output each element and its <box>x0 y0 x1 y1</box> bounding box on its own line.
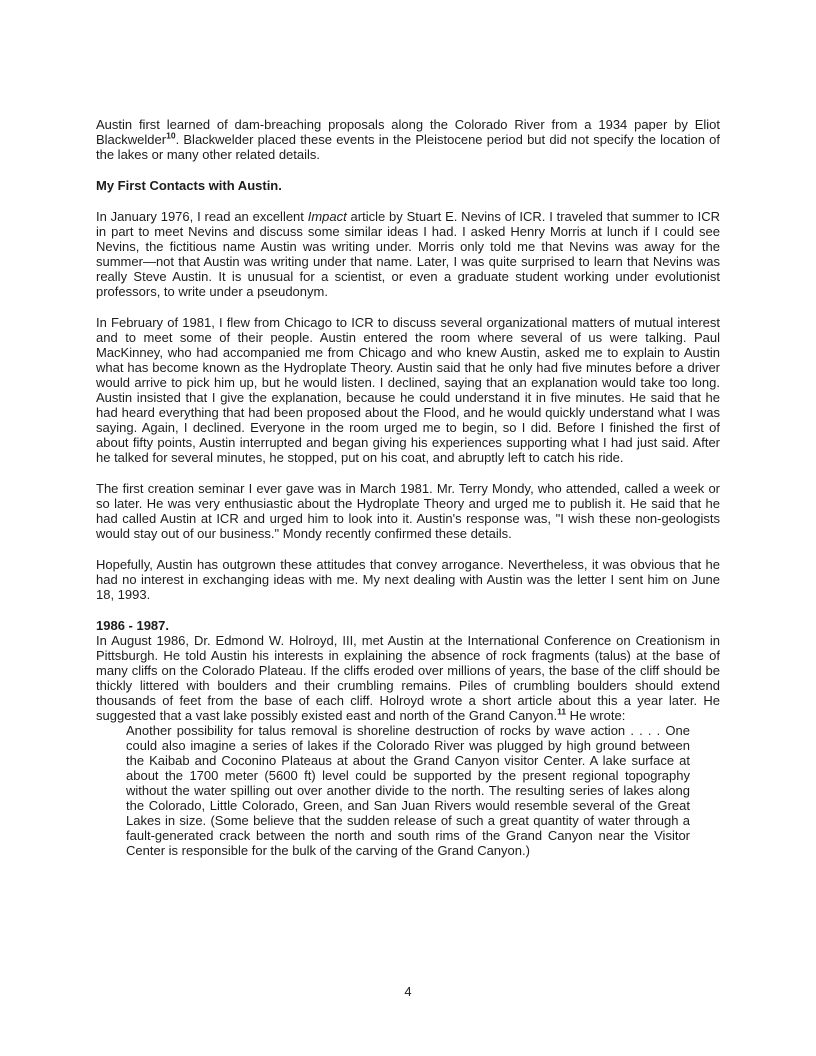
footnote-ref-10: 10 <box>166 130 176 141</box>
page-number: 4 <box>404 984 412 999</box>
paragraph-january-1976 <box>96 209 720 299</box>
paragraph-text: In January 1976, I read an excellent <box>96 209 308 224</box>
section-heading-1986-1987: 1986 - 1987. <box>96 618 170 633</box>
paragraph-text: He wrote: <box>566 708 626 723</box>
paragraph-text: article by Stuart E. Nevins of ICR. I traveled that summer to ICR in part to meet Nevins and discuss some similar ideas I had. I asked Henry Morris at lunch if I could see Nevins, the fictitious name Austin was writing under. Morris only told me that Nevins was away for the summer—not that Austin was writing under that name. Later, I was quite surprised to learn that Nevins was really Steve Austin. It is unusual for a scientist, or even a graduate student working under evolutionist professors, to write under a pseudonym. <box>96 209 720 299</box>
paragraph-august-1986 <box>96 633 720 723</box>
paragraph-first-seminar: The first creation seminar I ever gave was in March 1981. Mr. Terry Mondy, who attended, called a week or so later. He was very enthusiastic about the Hydroplate Theory and urged me to publish it. He said that he had called Austin at ICR and urged him to look into it. Austin's response was, "I wish these non-geologists would stay out of our business." Mondy recently confirmed these details. <box>96 481 720 541</box>
footnote-ref-11: 11 <box>557 706 567 717</box>
holroyd-block-quote: Another possibility for talus removal is shoreline destruction of rocks by wave action . . . . One could also imagine a series of lakes if the Colorado River was plugged by high ground between the Kaibab and Coconino Plateaus at about the Grand Canyon visitor Center. A lake surface at about the 1700 meter (5600 ft) level could be supported by the present regional topography without the water spilling out over another divide to the north. The resulting series of lakes along the Colorado, Little Colorado, Green, and San Juan Rivers would resemble several of the Great Lakes in size. (Some believe that the sudden release of such a great quantity of water through a fault-generated crack between the north and south rims of the Grand Canyon near the Visitor Center is responsible for the bulk of the carving of the Grand Canyon.) <box>126 723 690 858</box>
journal-title-impact: Impact <box>307 209 347 224</box>
document-body <box>96 117 720 858</box>
section-heading-first-contacts: My First Contacts with Austin. <box>96 178 282 193</box>
paragraph-text: . Blackwelder placed these events in the Pleistocene period but did not specify the location of the lakes or many other related details. <box>96 132 720 162</box>
paragraph-text: In August 1986, Dr. Edmond W. Holroyd, III, met Austin at the International Conference on Creationism in Pittsburgh. He told Austin his interests in explaining the absence of rock fragments (talus) at the base of many cliffs on the Colorado Plateau. If the cliffs eroded over millions of years, the base of the cliff should be thickly littered with boulders and their crumbling remains. Piles of crumbling boulders should extend thousands of feet from the base of each cliff. Holroyd wrote a short article about this a year later. He suggested that a vast lake possibly existed east and north of the Grand Canyon. <box>96 633 720 723</box>
paragraph-dam-breaching <box>96 117 720 162</box>
paragraph-hopefully: Hopefully, Austin has outgrown these attitudes that convey arrogance. Nevertheless, it was obvious that he had no interest in exchanging ideas with me. My next dealing with Austin was the letter I sent him on June 18, 1993. <box>96 557 720 602</box>
paragraph-text: Austin first learned of dam-breaching proposals along the Colorado River from a 1934 paper by Eliot Blackwelder <box>96 117 720 147</box>
paragraph-february-1981: In February of 1981, I flew from Chicago to ICR to discuss several organizational matters of mutual interest and to meet some of their people. Austin entered the room where several of us were talking. Paul MacKinney, who had accompanied me from Chicago and who knew Austin, asked me to explain to Austin what has become known as the Hydroplate Theory. Austin said that he only had five minutes before a driver would arrive to pick him up, but he would listen. I declined, saying that an explanation would take too long. Austin insisted that I give the explanation, because he could understand it in five minutes. He said that he had heard everything that had been proposed about the Flood, and he would quickly understand what I was saying. Again, I declined. Everyone in the room urged me to begin, so I did. Before I finished the first of about fifty points, Austin interrupted and began giving his experiences supporting what I had just said. After he talked for several minutes, he stopped, put on his coat, and abruptly left to catch his ride. <box>96 315 720 465</box>
